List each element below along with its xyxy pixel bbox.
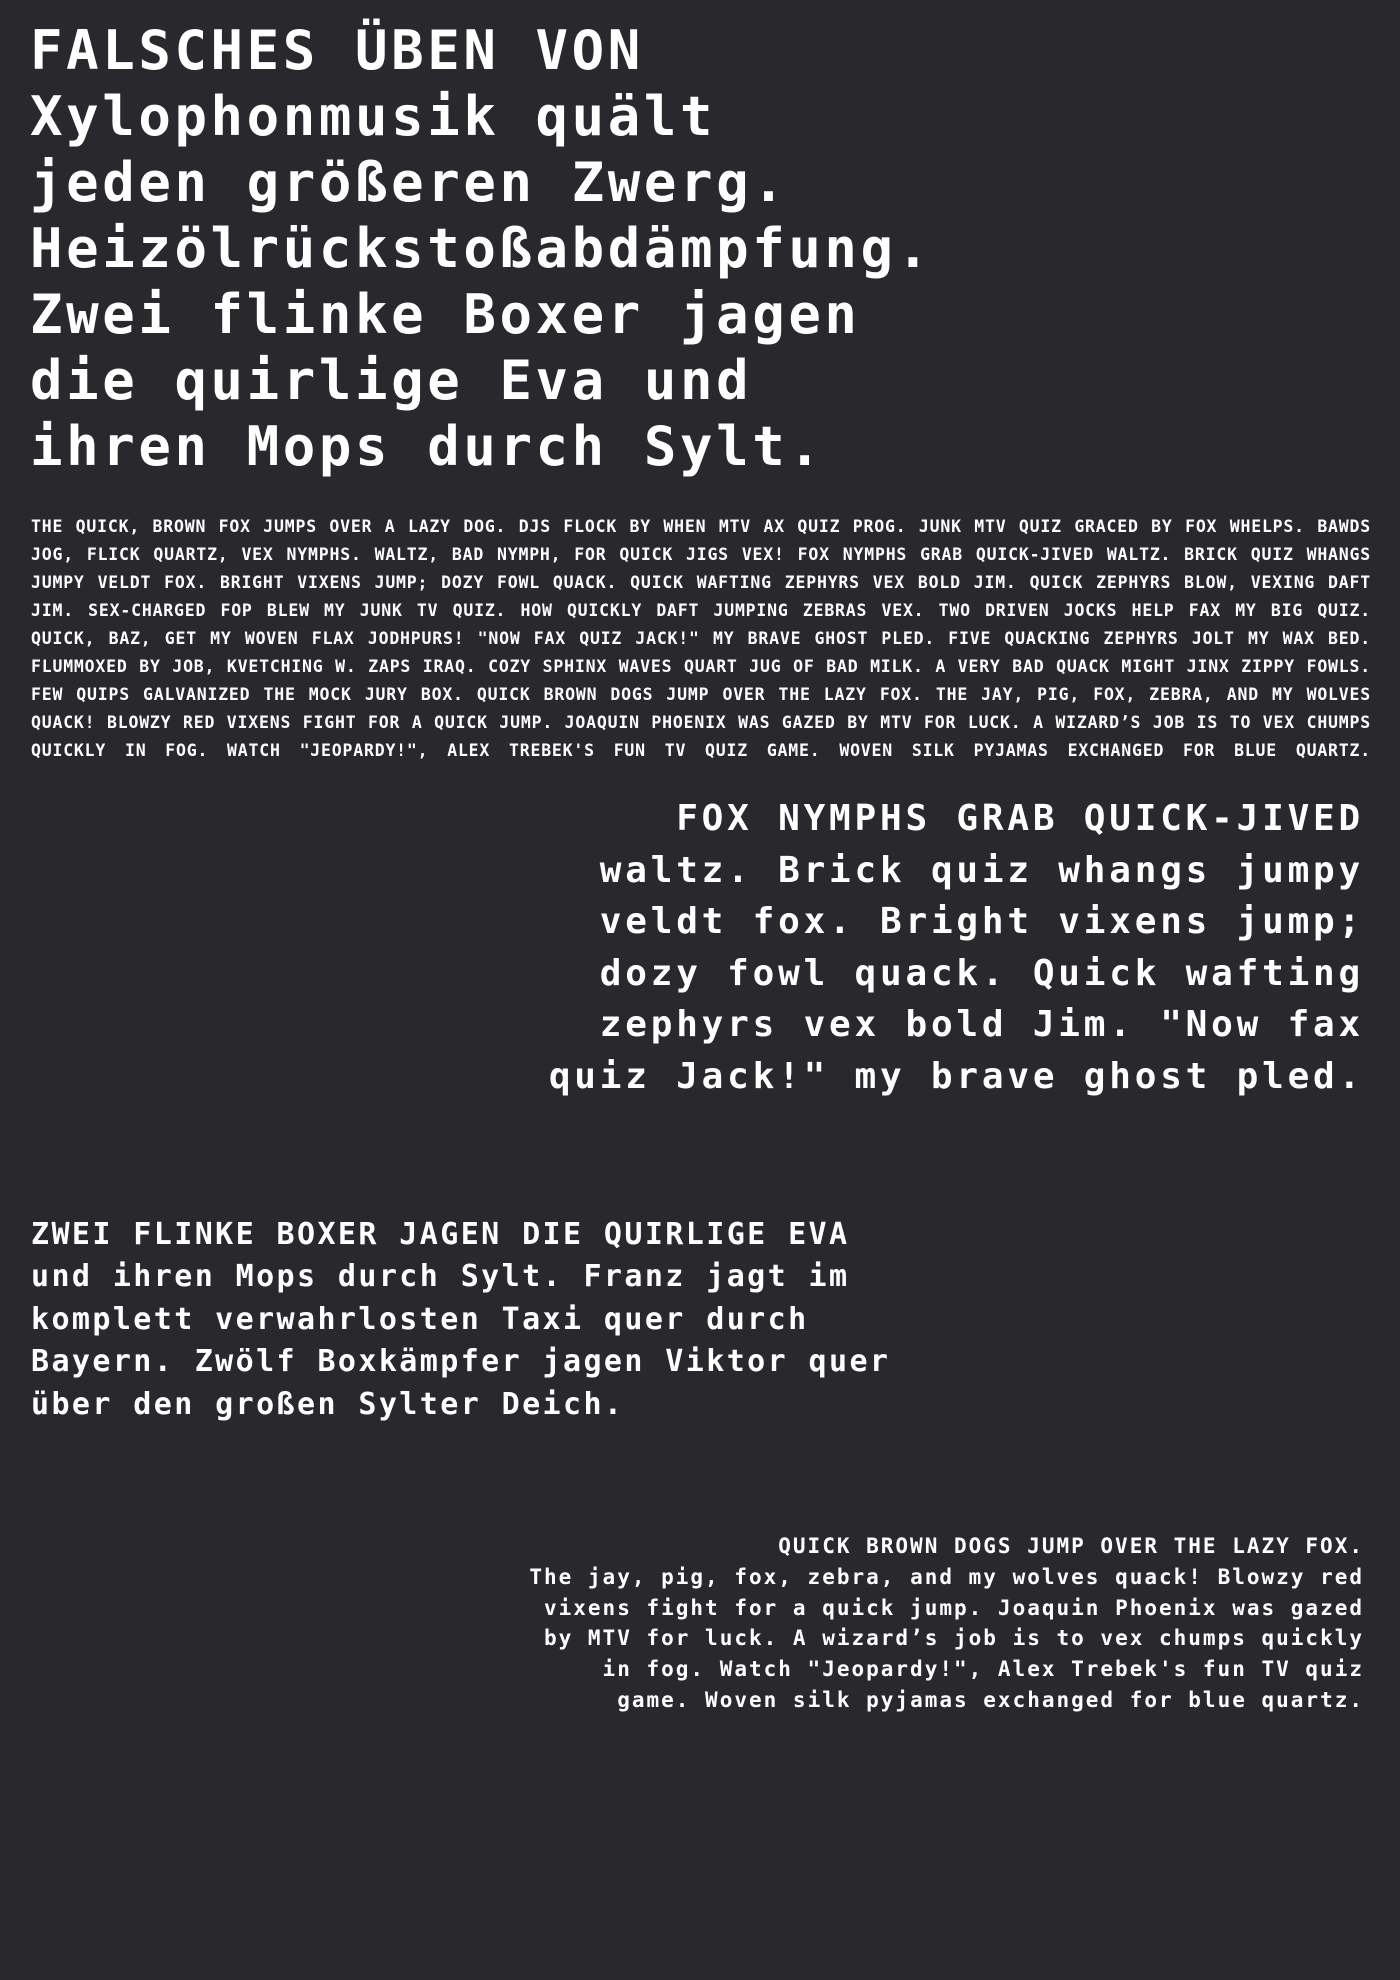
pangram-paragraph: THE QUICK, BROWN FOX JUMPS OVER A LAZY DOG. DJS FLOCK BY WHEN MTV AX QUIZ PROG. JUNK MTV QUIZ GRACED BY FOX WHELPS. BAWDS JOG, FLICK QUARTZ, VEX NYMPHS. WALTZ, BAD NYMPH, FOR QUICK JIGS VEX! FOX NYMPHS GRAB QUICK-JIVED WALTZ. BRICK QUIZ WHANGS JUMPY VELDT FOX. BRIGHT VIXENS JUMP; DOZY FOWL QUACK. QUICK WAFTING ZEPHYRS VEX BOLD JIM. QUICK ZEPHYRS BLOW, VEXING DAFT JIM. SEX-CHARGED FOP BLEW MY JUNK TV QUIZ. HOW QUICKLY DAFT JUMPING ZEBRAS VEX. TWO DRIVEN JOCKS HELP FAX MY BIG QUIZ. QUICK, BAZ, GET MY WOVEN FLAX JODHPURS! "NOW FAX QUIZ JACK!" MY BRAVE GHOST PLED. FIVE QUACKING ZEPHYRS JOLT MY WAX BED. FLUMMOXED BY JOB, KVETCHING W. ZAPS IRAQ. COZY SPHINX WAVES QUART JUG OF BAD MILK. A VERY BAD QUACK MIGHT JINX ZIPPY FOWLS. FEW QUIPS GALVANIZED THE MOCK JURY BOX. QUICK BROWN DOGS JUMP OVER THE LAZY FOX. THE JAY, PIG, FOX, ZEBRA, AND MY WOLVES QUACK! BLOWZY RED VIXENS FIGHT FOR A QUICK JUMP. JOAQUIN PHOENIX WAS GAZED BY MTV FOR LUCK. A WIZARD’S JOB IS TO VEX CHUMPS QUICKLY IN FOG. WATCH "JEOPARDY!", ALEX TREBEK'S FUN TV QUIZ GAME. WOVEN SILK PYJAMAS EXCHANGED FOR BLUE QUARTZ.	[31, 517, 1371, 760]
right-aligned-quote-small	[364, 1531, 1364, 1716]
hero-heading-lead: FALSCHES ÜBEN VON	[30, 19, 644, 82]
hero-heading-body: Xylophonmusik quält jeden größeren Zwerg. Heizölrückstoßabdämpfung. Zwei flinke Boxer jagen die quirlige Eva und ihren Mops durch Sylt.	[30, 85, 933, 478]
quote-one-lead: FOX NYMPHS GRAB QUICK-JIVED	[676, 798, 1364, 839]
right-aligned-quote-large	[464, 793, 1364, 1102]
hero-heading	[30, 18, 1330, 480]
quote-three-lead: QUICK BROWN DOGS JUMP OVER THE LAZY FOX.	[778, 1534, 1364, 1558]
left-aligned-quote	[31, 1214, 1031, 1426]
quote-one-body: waltz. Brick quiz whangs jumpy veldt fox. Bright vixens jump; dozy fowl quack. Quick wafting zephyrs vex bold Jim. "Now fax quiz Jack!" my brave ghost pled.	[548, 849, 1364, 1097]
quote-three-body: The jay, pig, fox, zebra, and my wolves quack! Blowzy red vixens fight for a quick jump. Joaquin Phoenix was gazed by MTV for luck. A wizard’s job is to vex chumps quickly in fog. Watch "Jeopardy!", Alex Trebek's fun TV quiz game. Woven silk pyjamas exchanged for blue quartz.	[529, 1564, 1364, 1712]
quote-two-lead: ZWEI FLINKE BOXER JAGEN DIE QUIRLIGE EVA	[31, 1217, 850, 1252]
quote-two-body: und ihren Mops durch Sylt. Franz jagt im komplett verwahrlosten Taxi quer durch Bayern. Zwölf Boxkämpfer jagen Viktor quer über den großen Sylter Deich.	[31, 1259, 891, 1422]
